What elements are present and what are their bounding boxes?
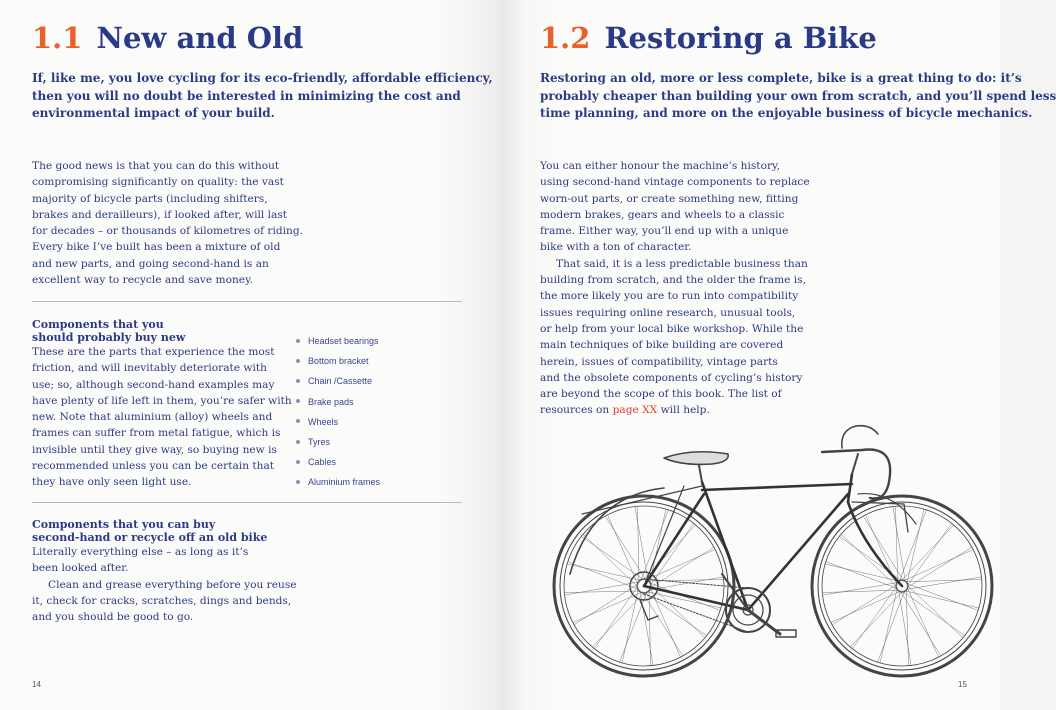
subheading-buy-new [32, 318, 185, 344]
body-line: recommended unless you can be certain that [32, 460, 275, 473]
section-title: Restoring a Bike [604, 21, 877, 55]
body-line: or help from your local bike workshop. While the [540, 322, 804, 335]
list-item [296, 353, 380, 373]
body-line: are beyond the scope of this book. The list of [540, 388, 782, 401]
page-number: 15 [958, 680, 967, 689]
body-line: the more likely you are to run into compatibility [540, 290, 799, 303]
left-page [0, 0, 500, 710]
buy-new-paragraph [32, 344, 292, 491]
section-heading-new-and-old [32, 18, 303, 58]
body-line: for decades – or thousands of kilometres of riding. [32, 225, 304, 238]
body-line: new. Note that aluminium (alloy) wheels and [32, 411, 273, 424]
subheading-line: should probably buy new [32, 331, 186, 344]
section-number: 1.1 [32, 21, 83, 55]
body-line: worn-out parts, or create something new, fitting [540, 192, 799, 205]
body-line: they have only seen light use. [32, 476, 192, 489]
body-line: and you should be good to go. [32, 611, 194, 624]
list-item-label: Tyres [308, 436, 331, 447]
list-item [296, 333, 380, 353]
list-item-label: Chain /Cassette [308, 376, 373, 387]
restoring-paragraph [540, 158, 810, 419]
body-line: The good news is that you can do this without [32, 160, 280, 172]
body-line: invisible until they give way, so buying new is [32, 443, 277, 456]
list-item [296, 434, 380, 454]
body-line: majority of bicycle parts (including shifters, [32, 192, 268, 205]
body-line: compromising significantly on quality: the vast [32, 176, 284, 189]
bullet-icon [296, 440, 300, 444]
bullet-icon [296, 399, 300, 403]
intro-paragraph [540, 70, 1056, 123]
body-line: building from scratch, and the older the frame is, [540, 274, 806, 287]
list-item [296, 373, 380, 393]
subheading-second-hand [32, 518, 267, 544]
bullet-icon [296, 419, 300, 423]
body-line: use; so, although second-hand examples may [32, 378, 275, 391]
body-line: brakes and derailleurs), if looked after, will last [32, 208, 288, 221]
intro-paragraph [32, 70, 493, 123]
list-item-label: Bottom bracket [308, 356, 369, 367]
body-text: resources on [540, 404, 613, 417]
intro-line: then you will no doubt be interested in minimizing the cost and [32, 88, 461, 103]
subheading-line: Components that you [32, 318, 164, 331]
body-line: it, check for cracks, scratches, dings and bends, [32, 594, 292, 607]
list-item-label: Brake pads [308, 396, 354, 407]
list-item-label: Aluminium frames [308, 477, 381, 488]
section-title: New and Old [96, 21, 304, 55]
list-item-label: Headset bearings [308, 336, 379, 346]
body-paragraph [32, 158, 303, 288]
body-line: herein, issues of compatibility, vintage parts [540, 355, 778, 368]
body-text: will help. [657, 404, 710, 417]
body-line: That said, it is a less predictable business than [556, 257, 808, 270]
body-line: These are the parts that experience the most [32, 346, 275, 358]
page-number: 14 [32, 680, 41, 689]
body-line: Every bike I’ve built has been a mixture of old [32, 241, 281, 254]
body-line: main techniques of bike building are covered [540, 339, 784, 352]
body-line: modern brakes, gears and wheels to a classic [540, 208, 785, 221]
list-item [296, 454, 380, 474]
body-line: friction, and will inevitably deteriorate with [32, 362, 267, 375]
body-line: excellent way to recycle and save money. [32, 274, 254, 287]
section-number: 1.2 [540, 21, 591, 55]
page-reference-link[interactable]: page XX [612, 404, 658, 417]
subheading-line: Components that you can buy [32, 518, 216, 531]
body-line: Clean and grease everything before you reuse [48, 578, 297, 591]
body-line: been looked after. [32, 562, 129, 575]
bullet-icon [296, 460, 300, 464]
body-line: using second-hand vintage components to replace [540, 176, 810, 189]
body-line: and new parts, and going second-hand is an [32, 257, 269, 270]
subheading-line: second-hand or recycle off an old bike [32, 531, 268, 544]
list-item [296, 414, 380, 434]
intro-line: environmental impact of your build. [32, 106, 275, 120]
bullet-icon [296, 359, 300, 363]
bullet-icon [296, 379, 300, 383]
list-item-label: Cables [308, 457, 337, 468]
body-line-with-link [540, 402, 810, 418]
divider [32, 502, 462, 503]
list-item [296, 394, 380, 414]
body-line: You can either honour the machine’s history, [540, 160, 780, 172]
body-line: frames can suffer from metal fatigue, which is [32, 427, 281, 440]
intro-line: time planning, and more on the enjoyable business of bicycle mechanics. [540, 106, 1033, 120]
body-line: bike with a ton of character. [540, 241, 692, 254]
bullet-icon [296, 480, 300, 484]
divider [32, 301, 462, 302]
section-heading-restoring [540, 18, 877, 58]
frame-icon [644, 474, 902, 610]
body-line: and the obsolete components of cycling’s history [540, 371, 803, 384]
body-line: frame. Either way, you’ll end up with a unique [540, 225, 789, 238]
intro-line: Restoring an old, more or less complete, bike is a great thing to do: it’s [540, 71, 1022, 85]
intro-line: probably cheaper than building your own from scratch, and you’ll spend less [540, 88, 1056, 103]
bullet-icon [296, 339, 300, 343]
body-line: issues requiring online research, unusual tools, [540, 306, 796, 319]
body-line: Literally everything else – as long as it’s [32, 546, 249, 558]
bicycle-illustration [552, 424, 994, 694]
list-item-label: Wheels [308, 416, 339, 427]
buy-new-list [296, 333, 380, 495]
body-line: have plenty of life left in them, you’re safer with [32, 394, 292, 407]
list-item [296, 474, 380, 494]
intro-line: If, like me, you love cycling for its eco-friendly, affordable efficiency, [32, 71, 493, 85]
second-hand-paragraph [32, 544, 297, 625]
